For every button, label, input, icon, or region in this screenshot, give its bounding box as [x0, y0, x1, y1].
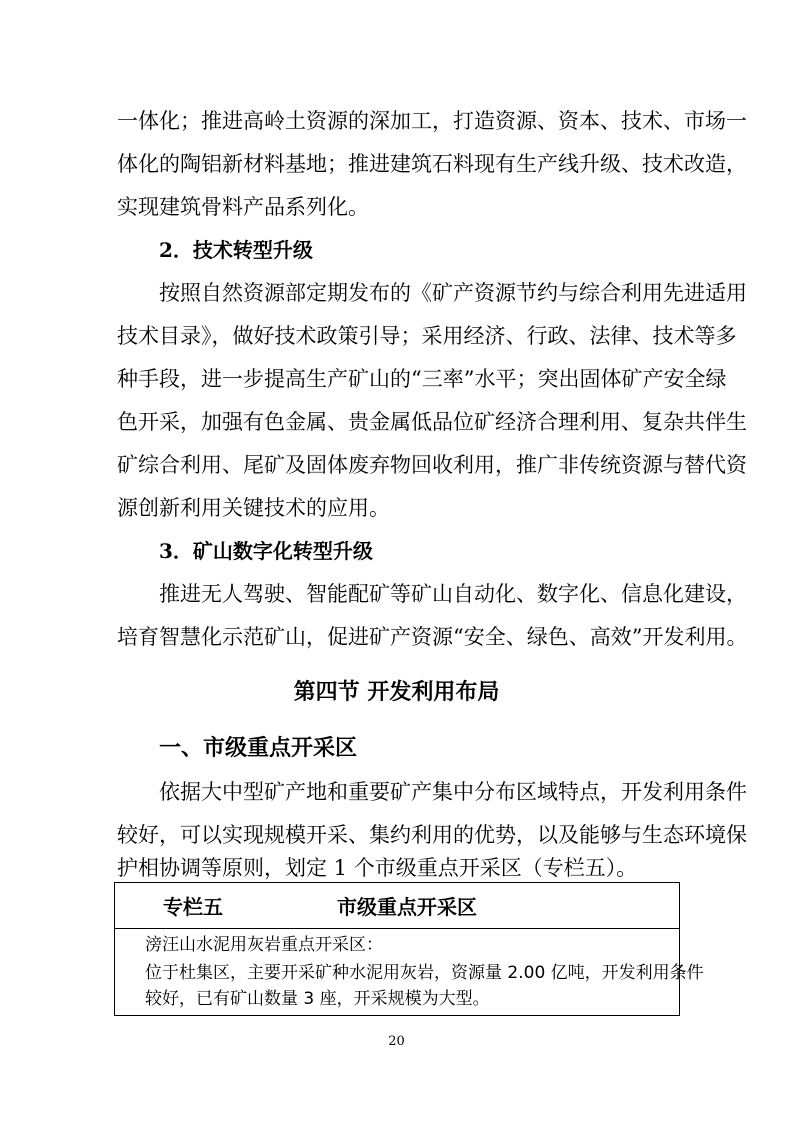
paragraph-line: 矿综合利用、尾矿及固体废弃物回收利用，推广非传统资源与替代资 [117, 453, 747, 477]
paragraph-line: 色开采，加强有色金属、贵金属低品位矿经济合理利用、复杂共伴生 [117, 410, 747, 434]
column-box-line: 较好，已有矿山数量 3 座，开采规模为大型。 [145, 989, 490, 1009]
paragraph-line: 较好，可以实现规模开采、集约利用的优势，以及能够与生态环境保 [117, 823, 747, 847]
heading-digital-upgrade: 3．矿山数字化转型升级 [159, 539, 373, 563]
column-box-label: 专栏五 [163, 895, 223, 919]
paragraph-line: 护相协调等原则，划定 1 个市级重点开采区（专栏五）。 [117, 856, 638, 880]
column-box-line: 滂汪山水泥用灰岩重点开采区： [145, 935, 383, 955]
paragraph-line: 体化的陶铝新材料基地；推进建筑石料现有生产线升级、技术改造， [117, 152, 747, 176]
paragraph-line: 源创新利用关键技术的应用。 [117, 496, 390, 520]
section-title: 第四节 开发利用布局 [293, 679, 500, 705]
paragraph-line: 按照自然资源部定期发布的《矿产资源节约与综合利用先进适用 [159, 281, 747, 305]
paragraph-line: 技术目录》，做好技术政策引导；采用经济、行政、法律、技术等多 [117, 324, 737, 348]
column-box [114, 882, 704, 1016]
paragraph-line: 种手段，进一步提高生产矿山的“三率”水平；突出固体矿产安全绿 [117, 367, 727, 391]
paragraph-line: 一体化；推进高岭土资源的深加工，打造资源、资本、技术、市场一 [117, 109, 747, 133]
paragraph-line: 实现建筑骨料产品系列化。 [117, 195, 369, 219]
column-box-line: 位于杜集区，主要开采矿种水泥用灰岩，资源量 2.00 亿吨，开发利用条件 [145, 963, 704, 983]
column-box-header [115, 883, 679, 929]
heading-tech-upgrade: 2．技术转型升级 [159, 238, 313, 262]
subsection-title: 一、市级重点开采区 [159, 735, 358, 761]
paragraph-line: 推进无人驾驶、智能配矿等矿山自动化、数字化、信息化建设， [159, 582, 747, 606]
paragraph-line: 培育智慧化示范矿山，促进矿产资源“安全、绿色、高效”开发利用。 [117, 625, 748, 649]
page-number: 20 [388, 1034, 405, 1049]
column-box-title: 市级重点开采区 [337, 895, 477, 919]
paragraph-line: 依据大中型矿产地和重要矿产集中分布区域特点，开发利用条件 [159, 780, 747, 804]
